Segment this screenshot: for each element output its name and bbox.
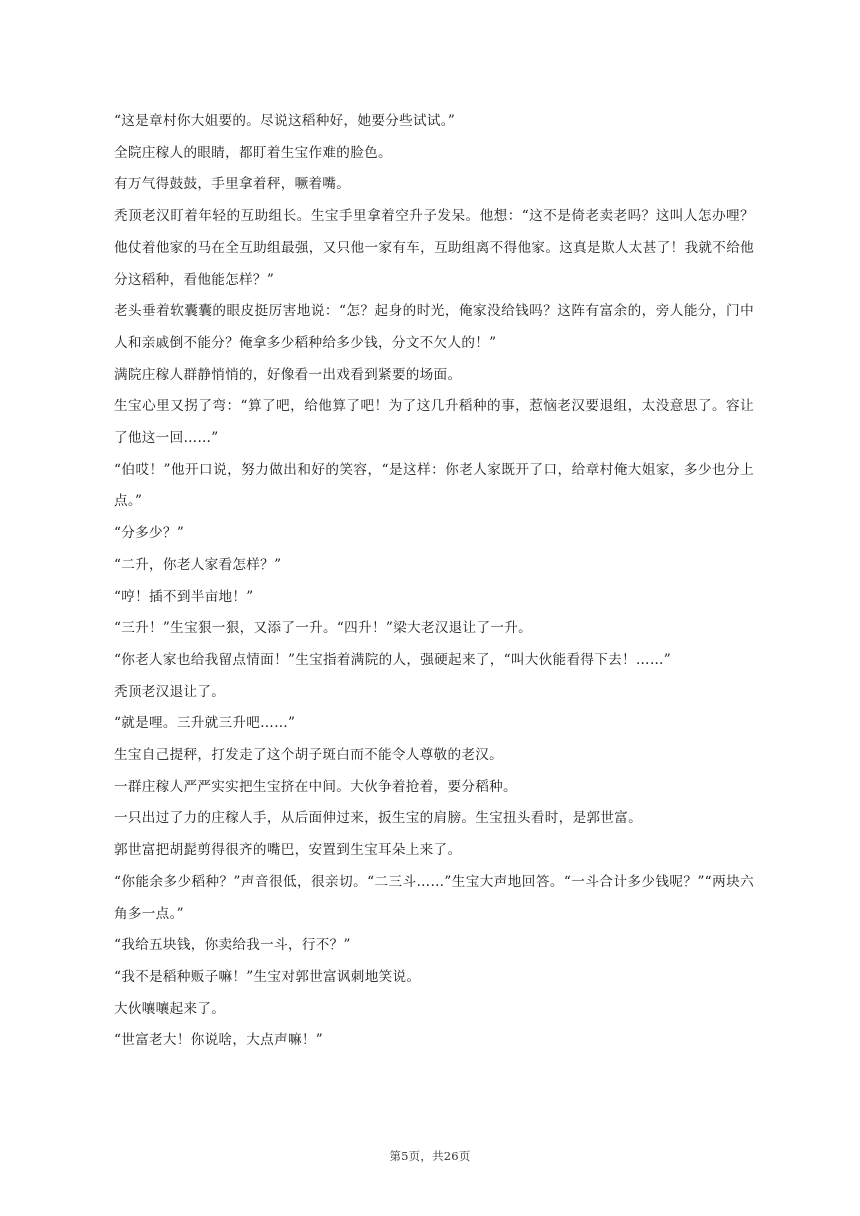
page-number-footer: 第5页，共26页: [389, 1149, 471, 1163]
paragraph: “哼！插不到半亩地！”: [114, 588, 254, 605]
paragraph: 秃顶老汉退让了。: [114, 683, 226, 700]
paragraph: 全院庄稼人的眼睛，都盯着生宝作难的脸色。: [114, 144, 392, 161]
paragraph: 有万气得鼓鼓，手里拿着秤，噘着嘴。: [114, 176, 351, 193]
paragraph: 一只出过了力的庄稼人手，从后面伸过来，扳生宝的肩膀。生宝扭头看时，是郭世富。: [114, 810, 642, 827]
paragraph: 生宝自己提秤，打发走了这个胡子斑白而不能令人尊敬的老汉。: [114, 747, 504, 764]
paragraph: “三升！”生宝狠一狠，又添了一升。“四升！”梁大老汉退让了一升。: [114, 620, 533, 637]
paragraph: “世富老大！你说啥，大点声嘛！”: [114, 1032, 324, 1049]
paragraph: “我不是稻种贩子嘛！”生宝对郭世富讽刺地笑说。: [114, 968, 421, 985]
paragraph: 老头垂着软囊囊的眼皮挺厉害地说：“怎？起身的时光，俺家没给钱吗？这阵有富余的，旁人能分，门中人和亲戚倒不能分？俺拿多少稻种给多少钱，分文不欠人的！”: [114, 303, 754, 351]
paragraph: 大伙嚷嚷起来了。: [114, 1000, 226, 1017]
paragraph: “你老人家也给我留点情面！”生宝指着满院的人，强硬起来了，“叫大伙能看得下去！……”: [114, 651, 671, 668]
paragraph: “这是章村你大姐要的。尽说这稻种好，她要分些试试。”: [114, 113, 456, 129]
paragraph: 一群庄稼人严严实实把生宝挤在中间。大伙争着抢着，要分稻种。: [114, 778, 517, 795]
paragraph: “我给五块钱，你卖给我一斗，行不？”: [114, 937, 351, 954]
paragraph: 郭世富把胡髭剪得很齐的嘴巴，安置到生宝耳朵上来了。: [114, 842, 462, 859]
paragraph: “就是哩。三升就三升吧……”: [114, 715, 296, 732]
paragraph: 秃顶老汉盯着年轻的互助组长。生宝手里拿着空升子发呆。他想：“这不是倚老卖老吗？这叫人怎办哩？他仗着他家的马在全互助组最强，又只他一家有车，互助组离不得他家。这真是欺人太甚了！我就不给他分这稻种，看他能怎样？”: [114, 208, 754, 288]
paragraph: 满院庄稼人群静悄悄的，好像看一出戏看到紧要的场面。: [114, 366, 462, 383]
paragraph: “分多少？”: [114, 525, 185, 542]
paragraph: “伯哎！”他开口说，努力做出和好的笑容，“是这样：你老人家既开了口，给章村俺大姐家，多少也分上点。”: [114, 461, 754, 510]
paragraph: 生宝心里又拐了弯：“算了吧，给他算了吧！为了这几升稻种的事，惹恼老汉要退组，太没意思了。容让了他这一回……”: [114, 398, 754, 447]
paragraph: “二升，你老人家看怎样？”: [114, 556, 282, 573]
document-body: [114, 106, 754, 1057]
paragraph: “你能余多少稻种？”声音很低，很亲切。“二三斗……”生宝大声地回答。“一斗合计多少钱呢？”“两块六角多一点。”: [114, 873, 754, 922]
